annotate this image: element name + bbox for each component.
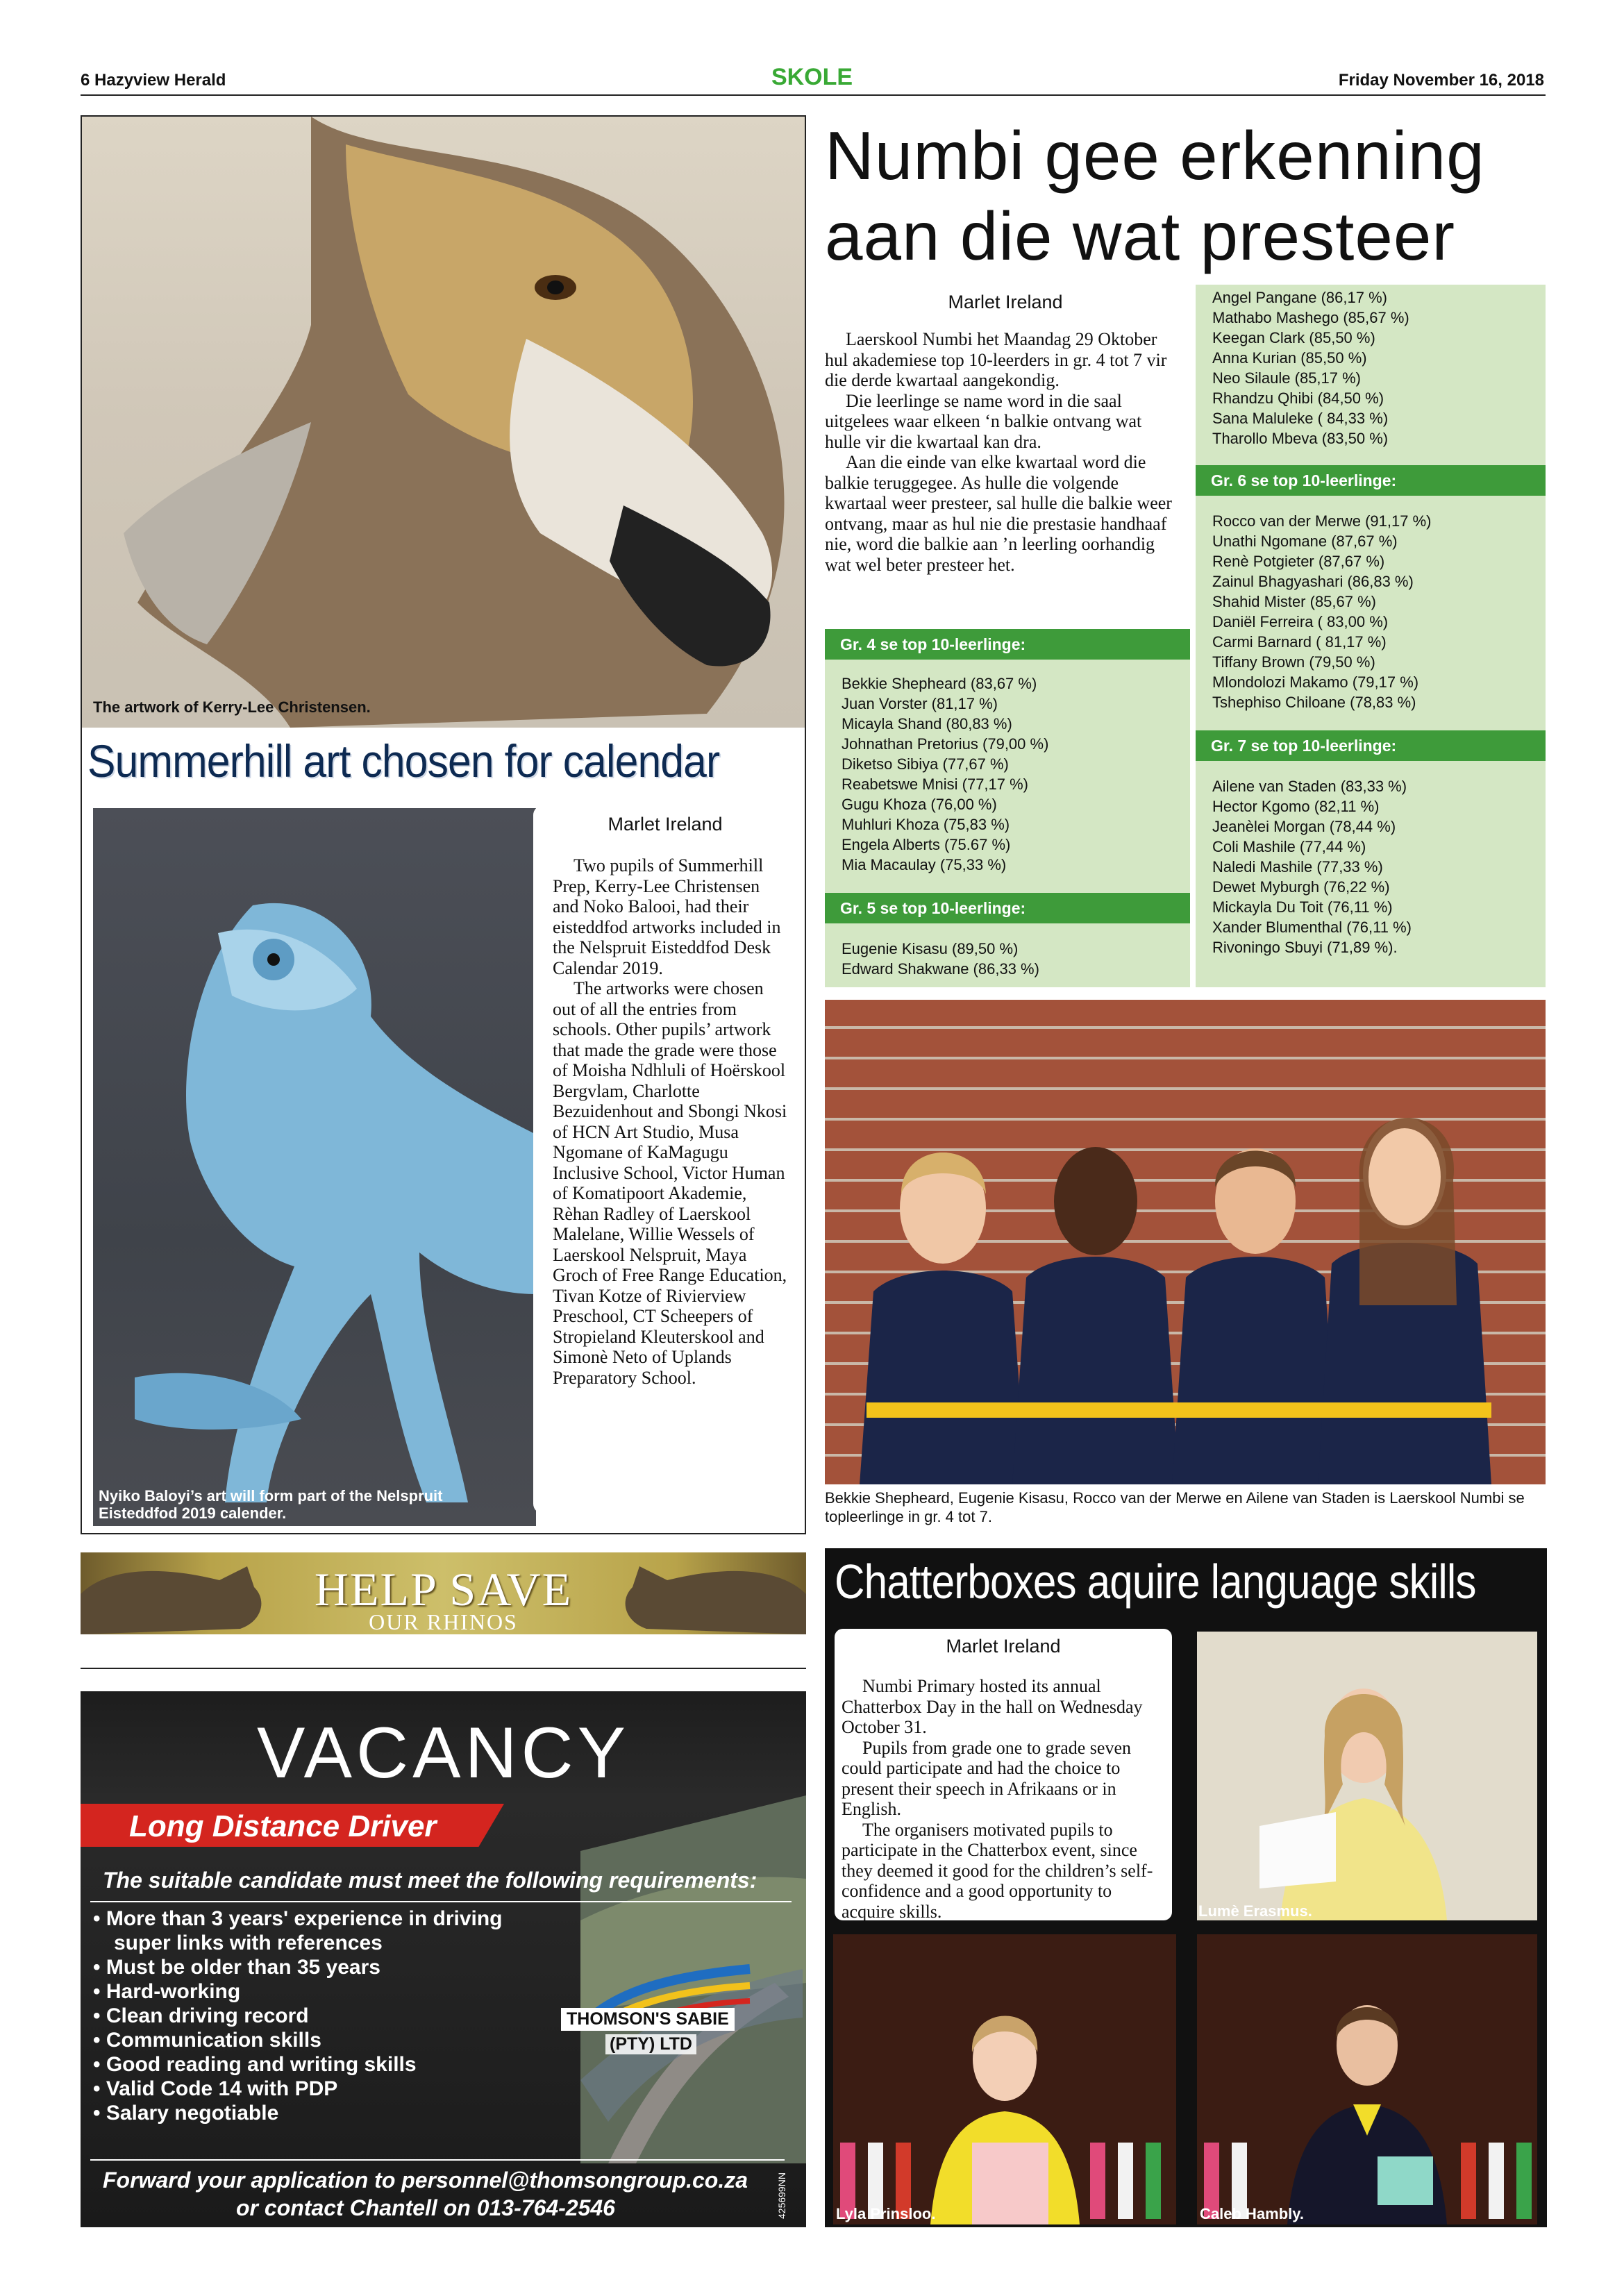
vacancy-position: Long Distance Driver (129, 1809, 437, 1843)
requirements-heading-rule (90, 1901, 792, 1902)
requirement-item: • Communication skills (93, 2029, 321, 2052)
gr5-list (842, 939, 1039, 979)
list-item: Eugenie Kisasu (89,50 %) (842, 940, 1019, 957)
list-item: Rhandzu Qhibi (84,50 %) (1212, 389, 1384, 407)
list-item: Dewet Myburgh (76,22 %) (1212, 878, 1390, 896)
numbi-paragraph: Die leerlinge se name word in die saal uitgelees waar elkeen ‘n balkie ontvang wat hulle vir die kwartaal kan dra. (825, 390, 1142, 452)
caleb-hambly-photo (1197, 1934, 1537, 2224)
list-item: Gugu Khoza (76,00 %) (842, 796, 997, 813)
list-item: Jeanèlei Morgan (78,44 %) (1212, 818, 1396, 835)
list-item: Unathi Ngomane (87,67 %) (1212, 533, 1398, 550)
chatter-byline: Marlet Ireland (946, 1636, 1061, 1657)
list-item: Rivoningo Sbuyi (71,89 %). (1212, 939, 1398, 956)
company-suffix: (PTY) LTD (605, 2034, 696, 2054)
issue-date: Friday November 16, 2018 (1338, 71, 1544, 90)
requirement-item: • Valid Code 14 with PDP (93, 2077, 338, 2100)
requirement-item: • Hard-working (93, 1980, 241, 2003)
lyla-prinsloo-caption: Lyla Prinsloo. (836, 2205, 936, 2222)
list-item: Engela Alberts (75.67 %) (842, 836, 1011, 853)
lume-erasmus-caption: Lumè Erasmus. (1198, 1902, 1312, 1920)
numbi-headline-line1: Numbi gee erkenning (825, 117, 1485, 194)
page-number-paper-name: 6 Hazyview Herald (81, 71, 226, 90)
requirement-item: • Salary negotiable (93, 2102, 279, 2125)
rhino-ad-line1: HELP SAVE (314, 1563, 573, 1616)
list-item: Renè Potgieter (87,67 %) (1212, 553, 1385, 570)
list-item: Neo Silaule (85,17 %) (1212, 369, 1362, 387)
list-item: Mickayla Du Toit (76,11 %) (1212, 898, 1393, 916)
gr4-list (842, 673, 1048, 875)
requirement-item: • Good reading and writing skills (93, 2053, 417, 2076)
list-item: Keegan Clark (85,50 %) (1212, 329, 1375, 346)
dog-artwork-caption: The artwork of Kerry-Lee Christensen. (93, 698, 371, 716)
list-item: Sana Maluleke ( 84,33 %) (1212, 410, 1389, 427)
vacancy-footer-line2: or contact Chantell on 013-764-2546 (236, 2195, 615, 2220)
art-paragraph: Two pupils of Summerhill Prep, Kerry-Lee Christensen and Noko Balooi, had their eisteddfod artworks included in the Nelspruit Eisteddfod Desk Calendar 2019. (553, 855, 781, 978)
list-item: Diketso Sibiya (77,67 %) (842, 755, 1009, 773)
list-item: Daniël Ferreira ( 83,00 %) (1212, 613, 1389, 630)
numbi-byline: Marlet Ireland (948, 292, 1063, 312)
art-byline: Marlet Ireland (608, 814, 723, 835)
requirement-item: • More than 3 years' experience in driving (93, 1907, 503, 1930)
list-item: Ailene van Staden (83,33 %) (1212, 778, 1407, 795)
gr7-list (1212, 776, 1412, 957)
list-item: Hector Kgomo (82,11 %) (1212, 798, 1380, 815)
numbi-paragraph: Aan die einde van elke kwartaal word die balkie teruggegee. As hulle die volgende kwartaal weer presteer, sal hulle die balkie weer ontvang, maar as hul nie die prestasie handhaaf nie, word die balkie aan ’n leerling oorhandig wat wel beter presteer het. (825, 452, 1172, 575)
chatter-story-body (842, 1676, 1168, 1922)
list-item: Mathabo Mashego (85,67 %) (1212, 309, 1409, 326)
list-item: Reabetswe Mnisi (77,17 %) (842, 776, 1029, 793)
chatter-headline: Chatterboxes aquire language skills (835, 1555, 1476, 1609)
chatter-paragraph: The organisers motivated pupils to participate in the Chatterbox event, since they deemed it good for the children’s self-confidence and a good opportunity to acquire skills. (842, 1819, 1153, 1922)
numbi-story-body (825, 329, 1172, 575)
chatter-paragraph: Numbi Primary hosted its annual Chatterbox Day in the hall on Wednesday October 31. (842, 1676, 1143, 1737)
list-item: Bekkie Shepheard (83,67 %) (842, 675, 1037, 692)
numbi-headline-line2: aan die wat presteer (825, 198, 1455, 274)
caleb-hambly-caption: Caleb Hambly. (1200, 2205, 1304, 2222)
numbi-paragraph: Laerskool Numbi het Maandag 29 Oktober hul akademiese top 10-leerders in gr. 4 tot 7 vir die derde kwartaal aangekondig. (825, 329, 1167, 390)
list-item: Juan Vorster (81,17 %) (842, 695, 998, 712)
list-item: Muhluri Khoza (75,83 %) (842, 816, 1010, 833)
numbi-top-learners-photo (825, 1000, 1546, 1484)
art-paragraph: The artworks were chosen out of all the entries from schools. Other pupils’ artwork that made the grade were those of Moisha Ndhluli of Hoërskool Bergvlam, Charlotte Bezuidenhout and Sbongi Nkosi of HCN Art Studio, Musa Ngomane of KaMagugu Inclusive School, Victor Human of Komatipoort Akademie, Rèhan Radley of Laerskool Malelane, Willie Wessels of Laerskool Nelspruit, Maya Groch of Free Range Education, Tivan Kotze of Rivierview Preschool, CT Scheepers of Stropieland Kleuterskool and Simonè Neto of Uplands Preparatory School. (553, 978, 787, 1388)
vacancy-requirements-heading: The suitable candidate must meet the following requirements: (103, 1868, 757, 1893)
chameleon-artwork-photo (93, 808, 536, 1526)
numbi-photo-caption: Bekkie Shepheard, Eugenie Kisasu, Rocco van der Merwe en Ailene van Staden is Laerskool Numbi se topleerlinge in gr. 4 tot 7. (825, 1489, 1525, 1525)
chatter-paragraph: Pupils from grade one to grade seven could participate and had the choice to present their speech in Afrikaans or in English. (842, 1737, 1132, 1819)
list-item: Tharollo Mbeva (83,50 %) (1212, 430, 1389, 447)
art-headline: Summerhill art chosen for calendar (87, 735, 720, 787)
lume-erasmus-photo (1197, 1632, 1537, 1920)
vacancy-footer-line1: Forward your application to personnel@thomsongroup.co.za (103, 2168, 748, 2193)
requirement-item: • Must be older than 35 years (93, 1956, 380, 1979)
gr6-heading: Gr. 6 se top 10-leerlinge: (1196, 465, 1546, 496)
list-item: Tshephiso Chiloane (78,83 %) (1212, 694, 1416, 711)
list-item: Coli Mashile (77,44 %) (1212, 838, 1366, 855)
list-item: Mia Macaulay (75,33 %) (842, 856, 1007, 873)
list-item: Angel Pangane (86,17 %) (1212, 289, 1387, 306)
list-item: Johnathan Pretorius (79,00 %) (842, 735, 1049, 753)
gr5-list-continued (1212, 287, 1409, 449)
list-item: Edward Shakwane (86,33 %) (842, 960, 1039, 978)
list-item: Zainul Bhagyashari (86,83 %) (1212, 573, 1414, 590)
list-item: Mlondolozi Makamo (79,17 %) (1212, 673, 1419, 691)
list-item: Xander Blumenthal (76,11 %) (1212, 919, 1412, 936)
list-item: Micayla Shand (80,83 %) (842, 715, 1012, 732)
ad-reference-number: 425699NN (776, 2172, 787, 2219)
list-item: Carmi Barnard ( 81,17 %) (1212, 633, 1387, 651)
list-item: Anna Kurian (85,50 %) (1212, 349, 1367, 367)
dog-artwork-photo (82, 117, 805, 728)
vacancy-title: VACANCY (256, 1713, 630, 1793)
list-item: Naledi Mashile (77,33 %) (1212, 858, 1383, 875)
requirement-item: super links with references (114, 1932, 383, 1954)
gr7-heading: Gr. 7 se top 10-leerlinge: (1196, 730, 1546, 761)
gr6-list (1212, 511, 1431, 712)
lyla-prinsloo-photo (833, 1934, 1176, 2224)
list-item: Shahid Mister (85,67 %) (1212, 593, 1376, 610)
rhino-ad-line2: OUR RHINOS (369, 1609, 518, 1634)
chameleon-artwork-caption: Nyiko Baloyi’s art will form part of the Nelspruit Eisteddfod 2019 calender. (99, 1487, 443, 1522)
vacancy-requirements-list (93, 1907, 503, 2125)
art-story-body (553, 855, 789, 1388)
section-label: SKOLE (771, 64, 853, 90)
list-item: Tiffany Brown (79,50 %) (1212, 653, 1375, 671)
header-rule (81, 94, 1546, 96)
company-name: THOMSON'S SABIE (561, 2008, 735, 2031)
list-item: Rocco van der Merwe (91,17 %) (1212, 512, 1432, 530)
vacancy-footer-rule (90, 2159, 785, 2161)
gr5-heading: Gr. 5 se top 10-leerlinge: (825, 893, 1190, 923)
gr4-heading: Gr. 4 se top 10-leerlinge: (825, 629, 1190, 660)
requirement-item: • Clean driving record (93, 2004, 309, 2027)
